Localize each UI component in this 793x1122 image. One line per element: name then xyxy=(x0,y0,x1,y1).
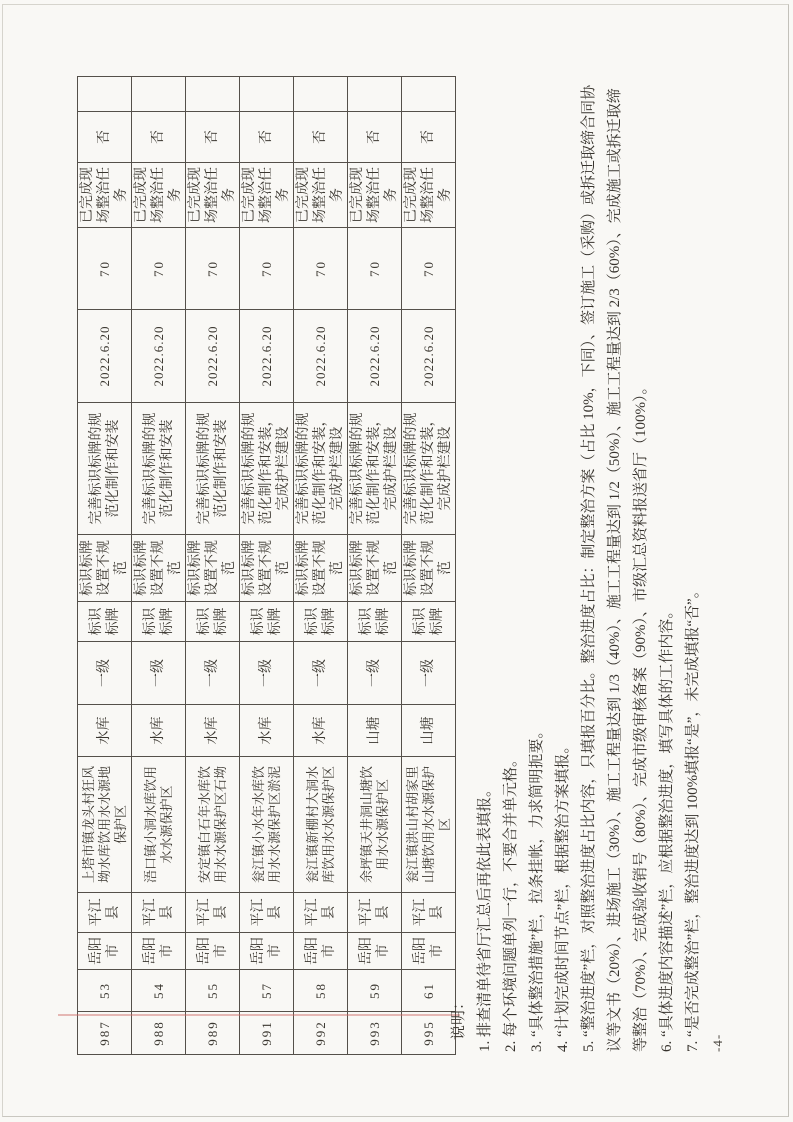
cell-remediation-measure: 完善标识标牌的规范化制作和安装，完成护栏建设 xyxy=(294,403,348,535)
cell-progress-percent: 70 xyxy=(132,228,186,310)
cell-water-source-name: 余坪镇天井洞山塘饮用水水源保护区 xyxy=(348,757,402,893)
cell-progress-description: 已完成现场整治任务 xyxy=(240,163,294,228)
cell-protection-level: 一级 xyxy=(78,642,132,705)
cell-serial-number: 993 xyxy=(348,1012,402,1055)
cell-completed-flag: 否 xyxy=(78,112,132,163)
cell-source-type: 山塘 xyxy=(402,705,456,757)
cell-county: 平江县 xyxy=(78,893,132,933)
cell-water-source-name: 瓮江镇新棚村大洞水库饮用水水源保护区 xyxy=(294,757,348,893)
cell-remark xyxy=(294,77,348,112)
cell-deadline: 2022.6.20 xyxy=(78,310,132,403)
table-row xyxy=(186,77,240,1055)
cell-completed-flag: 否 xyxy=(402,112,456,163)
cell-county: 平江县 xyxy=(294,893,348,933)
note-line: 4. “计划完成时间节点”栏，根据整治方案填报。 xyxy=(555,738,571,1052)
cell-water-source-name: 安定镇白石年水库饮用水水源保护区石坳 xyxy=(186,757,240,893)
notes-section xyxy=(446,42,706,1052)
notes-title: 说明： xyxy=(451,994,467,1040)
cell-remark xyxy=(78,77,132,112)
cell-city: 岳阳市 xyxy=(78,933,132,970)
note-line: 6. “具体进度内容描述”栏，应根据整治进度，填写具体的工作内容。 xyxy=(659,603,675,1052)
note-line: 7. “是否完成整治”栏，整治进度达到 100%填报“是”，未完成填报“否”。 xyxy=(685,583,701,1052)
cell-remediation-measure: 完善标识标牌的规范化制作和安装 xyxy=(186,403,240,535)
cell-progress-percent: 70 xyxy=(78,228,132,310)
cell-remark xyxy=(240,77,294,112)
cell-city: 岳阳市 xyxy=(348,933,402,970)
cell-protection-level: 一级 xyxy=(294,642,348,705)
cell-problem-number: 61 xyxy=(402,970,456,1012)
cell-problem-description: 标识标牌设置不规范 xyxy=(78,535,132,602)
cell-county: 平江县 xyxy=(348,893,402,933)
cell-serial-number: 992 xyxy=(294,1012,348,1055)
cell-deadline: 2022.6.20 xyxy=(348,310,402,403)
cell-remediation-measure: 完善标识标牌的规范化制作和安装 xyxy=(132,403,186,535)
table-row xyxy=(132,77,186,1055)
cell-protection-level: 一级 xyxy=(132,642,186,705)
cell-remediation-measure: 完善标识标牌的规范化制作和安装 xyxy=(78,403,132,535)
cell-problem-type: 标识标牌 xyxy=(240,602,294,642)
cell-water-source-name: 瓮江镇小水年水库饮用水水源保护区淤泥 xyxy=(240,757,294,893)
cell-progress-percent: 70 xyxy=(186,228,240,310)
cell-progress-percent: 70 xyxy=(402,228,456,310)
cell-protection-level: 一级 xyxy=(240,642,294,705)
cell-progress-description: 已完成现场整治任务 xyxy=(294,163,348,228)
cell-city: 岳阳市 xyxy=(132,933,186,970)
cell-problem-number: 54 xyxy=(132,970,186,1012)
cell-progress-description: 已完成现场整治任务 xyxy=(402,163,456,228)
cell-problem-number: 57 xyxy=(240,970,294,1012)
cell-county: 平江县 xyxy=(240,893,294,933)
cell-serial-number: 991 xyxy=(240,1012,294,1055)
cell-serial-number: 989 xyxy=(186,1012,240,1055)
cell-county: 平江县 xyxy=(186,893,240,933)
cell-progress-description: 已完成现场整治任务 xyxy=(186,163,240,228)
remediation-table xyxy=(77,76,456,1055)
cell-problem-description: 标识标牌设置不规范 xyxy=(240,535,294,602)
cell-progress-description: 已完成现场整治任务 xyxy=(348,163,402,228)
cell-problem-type: 标识标牌 xyxy=(78,602,132,642)
cell-water-source-name: 上塔市镇龙头村狂风坳水库饮用水水源地保护区 xyxy=(78,757,132,893)
cell-problem-type: 标识标牌 xyxy=(402,602,456,642)
cell-city: 岳阳市 xyxy=(240,933,294,970)
cell-remediation-measure: 完善标识标牌的规范化制作和安装，完成护栏建设 xyxy=(402,403,456,535)
table-row xyxy=(78,77,132,1055)
cell-deadline: 2022.6.20 xyxy=(402,310,456,403)
cell-remark xyxy=(348,77,402,112)
cell-remark xyxy=(132,77,186,112)
cell-serial-number: 988 xyxy=(132,1012,186,1055)
table-row xyxy=(294,77,348,1055)
scan-red-line-artifact xyxy=(58,1014,460,1016)
cell-city: 岳阳市 xyxy=(294,933,348,970)
cell-problem-number: 59 xyxy=(348,970,402,1012)
cell-source-type: 水库 xyxy=(186,705,240,757)
cell-completed-flag: 否 xyxy=(294,112,348,163)
cell-water-source-name: 浯口镇小洞水库饮用水水源保护区 xyxy=(132,757,186,893)
table-row xyxy=(240,77,294,1055)
table-row xyxy=(348,77,402,1055)
note-line: 1. 排查清单待省厅汇总后再依此表填报。 xyxy=(477,781,493,1052)
cell-problem-description: 标识标牌设置不规范 xyxy=(186,535,240,602)
cell-problem-description: 标识标牌设置不规范 xyxy=(402,535,456,602)
cell-problem-type: 标识标牌 xyxy=(186,602,240,642)
note-line: 等整治（70%）、完成验收销号（80%）、完成市级审核备案（90%）、市级汇总资料报送省厅（100%）。 xyxy=(633,379,649,1052)
cell-water-source-name: 瓮江镇洪山村胡家里山塘饮用水水源保护区 xyxy=(402,757,456,893)
cell-problem-description: 标识标牌设置不规范 xyxy=(132,535,186,602)
cell-serial-number: 987 xyxy=(78,1012,132,1055)
note-line: 3. “具体整治措施”栏，拉条挂帐，力求简明扼要。 xyxy=(529,723,545,1052)
cell-completed-flag: 否 xyxy=(240,112,294,163)
cell-city: 岳阳市 xyxy=(402,933,456,970)
cell-county: 平江县 xyxy=(132,893,186,933)
cell-protection-level: 一级 xyxy=(186,642,240,705)
cell-problem-type: 标识标牌 xyxy=(348,602,402,642)
cell-progress-description: 已完成现场整治任务 xyxy=(78,163,132,228)
cell-county: 平江县 xyxy=(402,893,456,933)
cell-progress-description: 已完成现场整治任务 xyxy=(132,163,186,228)
cell-problem-description: 标识标牌设置不规范 xyxy=(294,535,348,602)
note-line: 2. 每个环境问题单列一行，不要合并单元格。 xyxy=(503,751,519,1052)
cell-deadline: 2022.6.20 xyxy=(240,310,294,403)
cell-source-type: 山塘 xyxy=(348,705,402,757)
cell-problem-type: 标识标牌 xyxy=(294,602,348,642)
cell-completed-flag: 否 xyxy=(132,112,186,163)
page-number: -4- xyxy=(710,1033,725,1052)
cell-progress-percent: 70 xyxy=(294,228,348,310)
cell-serial-number: 995 xyxy=(402,1012,456,1055)
cell-source-type: 水库 xyxy=(294,705,348,757)
cell-remark xyxy=(186,77,240,112)
cell-deadline: 2022.6.20 xyxy=(132,310,186,403)
cell-city: 岳阳市 xyxy=(186,933,240,970)
cell-problem-description: 标识标牌设置不规范 xyxy=(348,535,402,602)
cell-deadline: 2022.6.20 xyxy=(294,310,348,403)
cell-progress-percent: 70 xyxy=(348,228,402,310)
cell-protection-level: 一级 xyxy=(402,642,456,705)
cell-problem-number: 58 xyxy=(294,970,348,1012)
cell-completed-flag: 否 xyxy=(348,112,402,163)
cell-source-type: 水库 xyxy=(132,705,186,757)
cell-source-type: 水库 xyxy=(78,705,132,757)
cell-problem-number: 53 xyxy=(78,970,132,1012)
cell-problem-type: 标识标牌 xyxy=(132,602,186,642)
note-line: 议等文书（20%）、进场施工（30%）、施工工程量达到 1/3（40%）、施工工程量达到 1/2（50%）、施工工程量达到 2/3（60%）、完成施工或拆迁取缔 xyxy=(607,88,623,1052)
note-line: 5. “整治进度”栏，对照整治进度占比内容，只填报百分比。整治进度占比：制定整治方案（占比 10%，下同）、签订施工（采购）或拆迁取缔合同协 xyxy=(581,84,597,1052)
cell-remediation-measure: 完善标识标牌的规范化制作和安装，完成护栏建设 xyxy=(348,403,402,535)
cell-problem-number: 55 xyxy=(186,970,240,1012)
cell-remediation-measure: 完善标识标牌的规范化制作和安装，完成护栏建设 xyxy=(240,403,294,535)
cell-deadline: 2022.6.20 xyxy=(186,310,240,403)
cell-source-type: 水库 xyxy=(240,705,294,757)
cell-progress-percent: 70 xyxy=(240,228,294,310)
cell-completed-flag: 否 xyxy=(186,112,240,163)
cell-protection-level: 一级 xyxy=(348,642,402,705)
